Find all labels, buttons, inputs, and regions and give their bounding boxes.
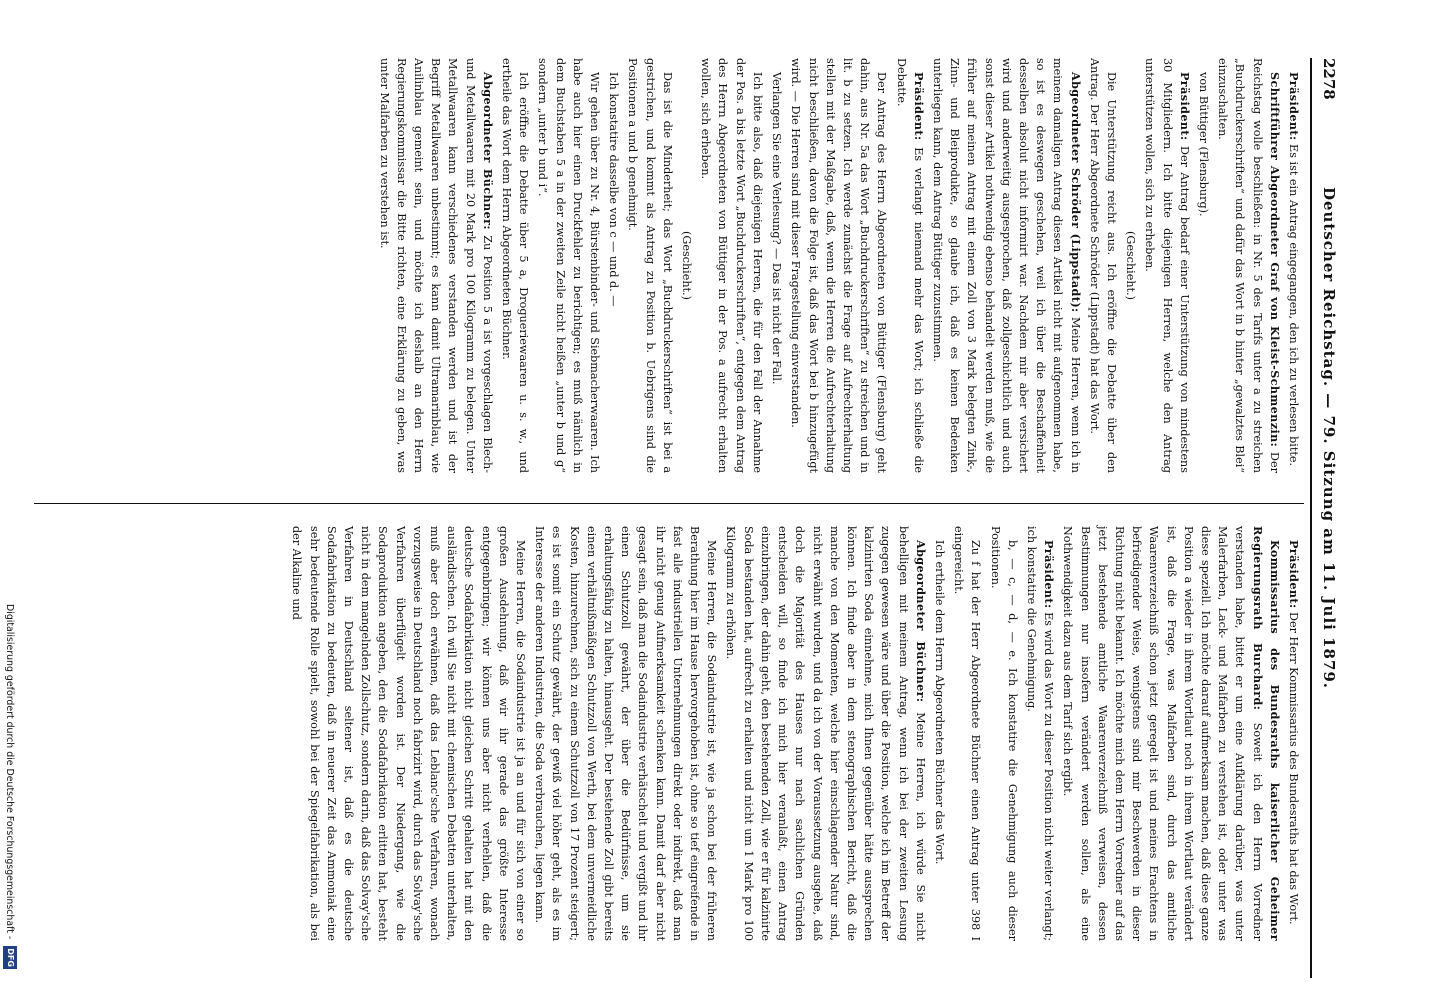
- right-text-column: [286, 526, 1302, 941]
- speaker-name: Präsident:: [911, 72, 926, 141]
- paragraph: [624, 58, 676, 473]
- paragraph: [787, 58, 890, 473]
- running-header: [1314, 58, 1344, 978]
- paragraph-text: Ich bitte also, daß diejenigen Herren, die für den Fall der Annahme der Pos. a bis letzte Wort „Buchdruckerschriften“, entgegen dem Antrag des Herrn Abgeordneten von Büttiger in der Pos. a aufrecht erhalten wollen, sich erheben.: [699, 58, 764, 473]
- digitization-footer: [3, 604, 17, 996]
- footer-text: Digitalisierung gefördert durch die Deutsche Forschungsgemeinschaft -: [4, 604, 15, 940]
- paragraph-text: (Geschieht.): [1124, 231, 1138, 300]
- paragraph: [605, 58, 622, 473]
- paragraph-text: Meine Herren, die Sodaindustrie ist, wie ja schon bei der früheren Berathung hier im Hause hervorgehoben ist, ohne so tief eingreifende in fast alle industriellen Unternehmungen direkt oder indirekt, daß man ihr nicht genug Aufmerksamkeit schenken kann. Damit darf aber nicht gesagt sein, daß man die Sodaindustrie verhätschelt und vergißt und ihr einen Schutzzoll gewährt, der über die Bedürfnisse, um sie erhaltungsfähig zu halten, hinausgeht. Der bestehende Zoll gibt bereits einen verhältnißmäßigen Schutzzoll von Werth, bei dem unvermeidliche Kosten, hinzurechnen, sich zu einem Schutzzoll von 17 Prozent steigert; es ist somit ein Schutz gewährt, der gewiß viel höher geht, als es im Interesse der anderen Industrien, die Soda verbrauchen, liegen kann.: [533, 526, 719, 941]
- speaker-name: Präsident:: [1177, 72, 1192, 141]
- paragraph: [1141, 58, 1193, 473]
- speaker-name: Abgeordneter Büchner:: [913, 540, 928, 703]
- paragraph-text: (Geschieht.): [680, 231, 694, 300]
- paragraph-text: Der Herr Kommissarius des Bundesraths hat das Wort.: [1287, 612, 1300, 925]
- paragraph: [722, 526, 928, 941]
- left-text-column: [373, 58, 1302, 473]
- paragraph: [1195, 58, 1212, 473]
- header-title: Deutscher Reichstag. — 79. Sitzung am 11. Juli 1879.: [1320, 186, 1338, 690]
- paragraph: [950, 526, 984, 941]
- paragraph-text: Ich konstatire dasselbe von c — und d. —: [607, 72, 621, 307]
- paragraph-text: Meine Herren, die Sodaindustrie ist ja an und für sich von einer so großen Ausdehnung, daß wir ihr gerade das größte Interesse entgegenbringen; wir können uns aber nicht verhehlen, daß die deutsche Sodafabrikation nicht gleichen Schritt gehalten hat mit den ausländischen. Ich will Sie nicht mit chemischen Debatten unterhalten, muß aber doch erwähnen, daß das Leblanc'sche Verfahren, wonach vorzugsweise in Deutschland noch fabrizirt wird, durch das Solvay'sche Verfahren überflügelt worden ist. Der Niedergang, wie die Sodaproduktion angeben, den die Sodafabrikation erlitten hat, besteht nicht in dem mangelnden Zollschutz, sondern darin, daß das Solvay'sche Verfahren in Deutschland seltener ist, daß es die deutsche Sodafabrikation zu bedeuten, daß in neuerer Zeit das Ammoniak eine sehr bedeutende Rolle spielt, sowohl bei der Spiegelfabrikation, als bei der Alkaline und: [290, 526, 528, 941]
- paragraph-text: Der Reichstag wolle beschließen: in Nr. 5 des Tarifs unter a zu streichen „Buchdruckerschriften“ und dafür das Wort in b hinter „gewalztes Blei“ einzuschalten.: [1216, 58, 1281, 473]
- speaker-name: Kommissarius des Bundesraths kaiserlicher Geheimer Regierungsrath Burchard:: [1250, 526, 1282, 941]
- paragraph: [929, 58, 1084, 473]
- speaker-name: Abgeordneter Schröder (Lippstadt):: [1068, 72, 1083, 313]
- paragraph-text: Ich eröffne die Debatte über 5 a, Drogueriewaaren u. s. w., und ertheile das Wort dem Herrn Abgeordneten Büchner.: [500, 58, 531, 473]
- paragraph-text: b, — c, — d, — e. Ich konstatire die Genehmigung auch dieser Positionen.: [988, 526, 1019, 941]
- paragraph-text: Zu f hat der Herr Abgeordnete Büchner einen Antrag unter 398 I eingereicht.: [952, 526, 983, 941]
- paragraph: [986, 526, 1020, 941]
- paragraph: [1285, 526, 1302, 941]
- paragraph-text: Es verlangt niemand mehr das Wort; ich schließe die Debatte.: [894, 58, 925, 473]
- paragraph: [768, 58, 785, 473]
- paragraph: [892, 58, 926, 473]
- paragraph: [697, 58, 766, 473]
- paragraph: [678, 58, 695, 473]
- paragraph-text: Meine Herren, ich würde Sie nicht behelligen mit meinem Antrag, wenn ich bei der zweiten Lesung zugegen gewesen wäre und über die Position, welche ich im Betreff der kalzinirten Soda einnehme, mich Ihnen gegenüber hätte aussprechen können. Ich finde aber in dem stenographischen Bericht, daß die manche von den Momenten, welche hier einschlagender Natur sind, nicht erwähnt wurden, und da ich von der Voraussetzung ausgehe, daß doch die Majorität des Hauses nur nach sachlichen Gründen entscheiden will, so finde ich mich hier veranlaßt, einen Antrag einzubringen, der dahin geht, den bestehenden Zoll, wie er für kalzinirte Soda bestanden hat, aufrecht zu erhalten und nicht um 1 Mark pro 100 Kilogramm zu erhöhen.: [724, 526, 927, 941]
- paragraph: [1214, 58, 1283, 473]
- column-divider: [34, 503, 1304, 504]
- paragraph: [1122, 58, 1139, 473]
- paragraph-text: Es ist ein Antrag eingegangen, den ich zu verlesen bitte.: [1287, 144, 1300, 467]
- paragraph-text: Der Antrag des Herrn Abgeordneten von Büttiger (Flensburg) geht dahin, aus Nr. 5a das Wort „Buchdruckerschriften“ zu streichen und in lit. b zu setzen. Ich werde zunächst die Frage auf Aufrechterhaltung stellen mit der Maßgabe, daß, wenn die Herren die Aufrechterhaltung nicht beschließen, davon die Folge ist, daß das Wort bei b hinzugefügt wird. — Die Herren sind mit dieser Fragestellung einverstanden.: [789, 58, 889, 473]
- page-number: 2278: [1320, 58, 1338, 100]
- paragraph-text: Die Unterstützung reicht aus. Ich eröffne die Debatte über den Antrag. Der Herr Abgeordnete Schröder (Lippstadt) hat das Wort.: [1087, 58, 1118, 473]
- paragraph-text: Wir gehen über zu Nr. 4, Bürstenbinder- und Siebmacherwaaren. Ich habe auch hier einen Druckfehler zu berichtigen; es muß nämlich in dem Buchstaben 5 a in der zweiten Zeile nicht heißen „unter b und g“ sondern „unter b und i“.: [536, 58, 602, 473]
- speaker-name: Präsident:: [1042, 540, 1057, 609]
- dfg-logo: DFG: [3, 946, 17, 969]
- paragraph: [1086, 58, 1120, 473]
- paragraph-text: Verlangen Sie eine Verlesung? — Das ist nicht der Fall.: [770, 72, 784, 385]
- paragraph: [534, 58, 603, 473]
- paragraph: [498, 58, 532, 473]
- paragraph-text: Ich ertheile dem Herrn Abgeordneten Büchner das Wort.: [932, 540, 946, 865]
- speaker-name: Präsident:: [1287, 72, 1301, 141]
- paragraph-text: Das ist die Minderheit; das Wort „Buchdruckerschriften“ ist bei a gestrichen, und kommt als Antrag zu Position b. Uebrigens sind die Positionen a und b genehmigt.: [626, 58, 674, 473]
- paragraph-text: von Büttiger (Flensburg).: [1196, 72, 1210, 217]
- paragraph: [375, 58, 495, 473]
- paragraph-text: Soweit ich den Herrn Vorredner verstanden habe, bittet er um eine Aufklärung darüber, was unter Malerfarben, Lack- und Malfarben zu verstehen ist, oder unter was diese speziell. Ich möchte darauf aufmerksam machen, daß diese ganze Position a wieder in ihrem Wortlaut noch in ihrem Wortlaut verändert ist, daß die Frage, was Malfarben sind, durch das amtliche Waarenverzeichniß schon jetzt geregelt ist und meines Erachtens in befriedigender Weise, wenigstens sind mir Beschwerden in dieser Richtung nicht bekannt. Ich möchte mich dem Herrn Vorredner auf das jetzt bestehende amtliche Waarenverzeichniß verweisen, dessen Bestimmungen nur insofern verändert werden sollen, als eine Nothwendigkeit dazu aus dem Tarif sich ergibt.: [1061, 526, 1264, 941]
- header-rule: [1310, 58, 1312, 978]
- paragraph-text: Zu Position 5 a ist vorgeschlagen Blech- und Metallwaaren mit 20 Mark pro 100 Kilogramm zu belegen. Unter Metallwaaren kann verschiedenes verstanden werden und ist der Begriff Metallwaaren unbestimmt; es kann damit Ultramarinblau, wie Anilinblau gemeint sein, und möchte ich deshalb an den Herrn Regierungskommissar die Bitte richten, eine Erklärung zu geben, was unter Malfarben zu verstehen ist.: [377, 58, 494, 473]
- paragraph: [1023, 526, 1057, 941]
- paragraph: [1059, 526, 1283, 941]
- paragraph-text: Meine Herren, wenn ich in meinem damaligen Antrag diesen Artikel nicht mit aufgenommen habe, so ist es deswegen geschehen, weil ich über die Beschaffenheit desselben absolut nicht informirt war. Nachdem mir aber versichert wird und anderweitig ausgesprochen, daß zollgeschichtlich und auch sonst dieser Artikel nothwendig ebenso behandelt werden muß, wie die früher auf meinen Antrag mit einem Zoll von 3 Mark belegten Zink-, Zinn- und Bleiprodukte, so glaube ich, daß es keinen Bedenken unterliegen kann, dem Antrag Büttiger zuzustimmen.: [930, 58, 1082, 474]
- speaker-name: Abgeordneter Büchner:: [480, 72, 495, 230]
- speaker-name: Schriftführer Abgeordneter Graf von Kleist-Schmenzin:: [1267, 72, 1282, 448]
- speaker-name: Präsident:: [1287, 540, 1301, 609]
- paragraph: [288, 526, 529, 941]
- paragraph: [1285, 58, 1302, 473]
- paragraph-text: Es wird das Wort zu dieser Position nicht weiter verlangt; ich konstatire die Genehmigung.: [1024, 526, 1056, 941]
- paragraph: [931, 526, 948, 941]
- page-content: [24, 58, 1344, 978]
- paragraph: [531, 526, 720, 941]
- paragraph-text: Der Antrag bedarf einer Unterstützung von mindestens 30 Mitgliedern. Ich bitte diejenigen Herren, welche den Antrag unterstützen wollen, sich zu erheben.: [1143, 58, 1191, 474]
